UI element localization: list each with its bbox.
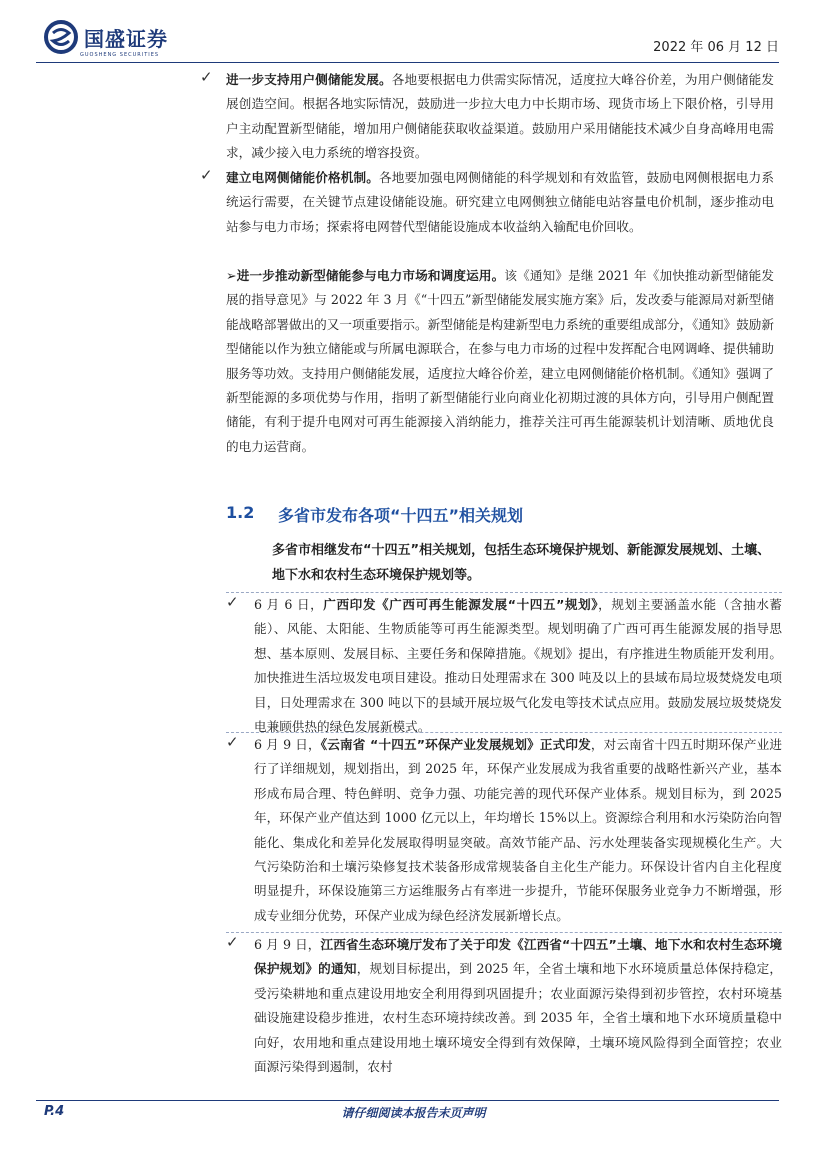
item-heading: 江西省生态环境厅发布了关于印发《江西省“十四五”土壤、地下水和农村生态环境保护规划》的通知 bbox=[254, 937, 782, 977]
page-header bbox=[36, 18, 779, 68]
logo-mark-icon bbox=[44, 20, 78, 54]
item-heading: 建立电网侧储能价格机制。 bbox=[226, 170, 379, 185]
report-date: 2022 年 06 月 12 日 bbox=[653, 40, 779, 55]
check-icon: ✓ bbox=[226, 933, 239, 951]
paragraph bbox=[226, 166, 774, 239]
check-item-grid-side-pricing bbox=[200, 166, 775, 239]
check-item-guangxi-plan bbox=[226, 593, 782, 739]
paragraph bbox=[254, 593, 782, 739]
section-number: 1.2 bbox=[226, 503, 255, 522]
page-number: P.4 bbox=[44, 1104, 65, 1119]
check-item-jiangxi-plan bbox=[226, 933, 783, 1079]
item-date: 6 月 6 日， bbox=[254, 597, 324, 612]
arrow-marker-icon: ➢ bbox=[226, 268, 237, 283]
company-logo bbox=[44, 20, 168, 54]
item-text: 该《通知》是继 2021 年《加快推动新型储能发展的指导意见》与 2022 年 3 月《“十四五”新型储能发展实施方案》后，发改委与能源局对新型储能战略部署做出的又一项重要指示。新型储能是构建新型电力系统的重要组成部分，《通知》鼓励新型储能以作为独立储能或与所属电源联合，在参与电力市场的过程中发挥配合电网调峰、提供辅助服务等功效。支持用户侧储能发展，适度拉大峰谷价差，建立电网侧储能价格机制。《通知》强调了新型能源的多项优势与作用，指明了新型储能行业向商业化初期过渡的具体方向，引导用户侧配置储能，有利于提升电网对可再生能源接入消纳能力，推荐关注可再生能源装机计划清晰、质地优良的电力运营商。 bbox=[226, 268, 775, 454]
item-text: ，规划目标提出，到 2025 年，全省土壤和地下水环境质量总体保持稳定，受污染耕地和重点建设用地安全利用得到巩固提升；农业面源污染得到初步管控，农村环境基础设施建设稳步推进，农村生态环境持续改善。到 2035 年，全省土壤和地下水环境质量稳中向好，农用地和重点建设用地土壤环境安全得到有效保障，土壤环境风险得到全面管控；农业面源污染得到遏制，农村 bbox=[254, 961, 783, 1075]
item-heading: 进一步支持用户侧储能发展。 bbox=[226, 72, 392, 87]
check-item-user-side-storage bbox=[200, 68, 775, 166]
item-date: 6 月 9 日， bbox=[254, 937, 321, 952]
arrow-item-market-dispatch bbox=[226, 264, 774, 459]
footer-divider bbox=[36, 1100, 779, 1101]
check-icon: ✓ bbox=[226, 593, 239, 611]
check-icon: ✓ bbox=[200, 166, 213, 184]
check-icon: ✓ bbox=[226, 733, 239, 751]
item-text: ，对云南省十四五时期环保产业进行了详细规划，规划指出，到 2025 年，环保产业发展成为我省重要的战略性新兴产业，基本形成布局合理、特色鲜明、竞争力强、功能完善的现代环保产业体系。规划目标为，到 2025 年，环保产业产值达到 1000 亿元以上，年均增长 15%以上。资源综合利用和水污染防治向智能化、集成化和差异化发展取得明显突破。高效节能产品、污水处理装备实现规模化生产。大气污染防治和土壤污染修复技术装备形成常规装备自主化生产能力。环保设计省内自主化程度明显提升，环保设施第三方运维服务占有率进一步提升，节能环保服务业竞争力不断增强，形成专业细分优势，环保产业成为绿色经济发展新增长点。 bbox=[254, 737, 782, 923]
logo-subtitle: GUOSHENG SECURITIES bbox=[80, 52, 160, 58]
item-heading: 广西印发《广西可再生能源发展“十四五”规划》 bbox=[323, 597, 599, 612]
logo-text: 国盛证券 bbox=[84, 26, 168, 51]
header-divider bbox=[36, 62, 779, 63]
item-heading: 《云南省 “十四五”环保产业发展规划》正式印发 bbox=[320, 737, 591, 752]
section-summary: 多省市相继发布“十四五”相关规划，包括生态环境保护规划、新能源发展规划、土壤、地下水和农村生态环境保护规划等。 bbox=[272, 543, 771, 583]
section-heading bbox=[226, 500, 786, 528]
paragraph bbox=[226, 264, 774, 459]
section-title: 多省市发布各项“十四五”相关规划 bbox=[278, 506, 524, 525]
footer-disclaimer: 请仔细阅读本报告末页声明 bbox=[341, 1106, 486, 1120]
paragraph bbox=[254, 933, 782, 1079]
item-date: 6 月 9 日， bbox=[254, 737, 321, 752]
paragraph bbox=[254, 733, 782, 928]
item-text: 各地要加强电网侧储能的科学规划和有效监管，鼓励电网侧根据电力系统运行需要，在关键节点建设储能设施。研究建立电网侧独立储能电站容量电价机制，逐步推动电站参与电力市场；探索将电网替代型储能设施成本收益纳入输配电价回收。 bbox=[226, 170, 775, 234]
paragraph bbox=[226, 68, 774, 166]
item-text: ，规划主要涵盖水能（含抽水蓄能）、风能、太阳能、生物质能等可再生能源类型。规划明确了广西可再生能源发展的指导思想、基本原则、发展目标、主要任务和保障措施。《规划》提出，有序推进生物质能开发利用。加快推进生活垃圾发电项目建设。推动日处理需求在 300 吨及以上的县域布局垃圾焚烧发电项目，日处理需求在 300 吨以下的县域开展垃圾气化发电等技术试点应用。鼓励发展垃圾焚烧发电兼顾供热的绿色发展新模式。 bbox=[254, 597, 782, 735]
check-icon: ✓ bbox=[200, 68, 213, 86]
item-text: 各地要根据电力供需实际情况，适度拉大峰谷价差，为用户侧储能发展创造空间。根据各地实际情况，鼓励进一步拉大电力中长期市场、现货市场上下限价格，引导用户主动配置新型储能，增加用户侧储能获取收益渠道。鼓励用户采用储能技术减少自身高峰用电需求，减少接入电力系统的增容投资。 bbox=[226, 72, 775, 161]
item-heading: 进一步推动新型储能参与电力市场和调度运用。 bbox=[236, 268, 505, 283]
check-item-yunnan-plan bbox=[226, 733, 782, 928]
